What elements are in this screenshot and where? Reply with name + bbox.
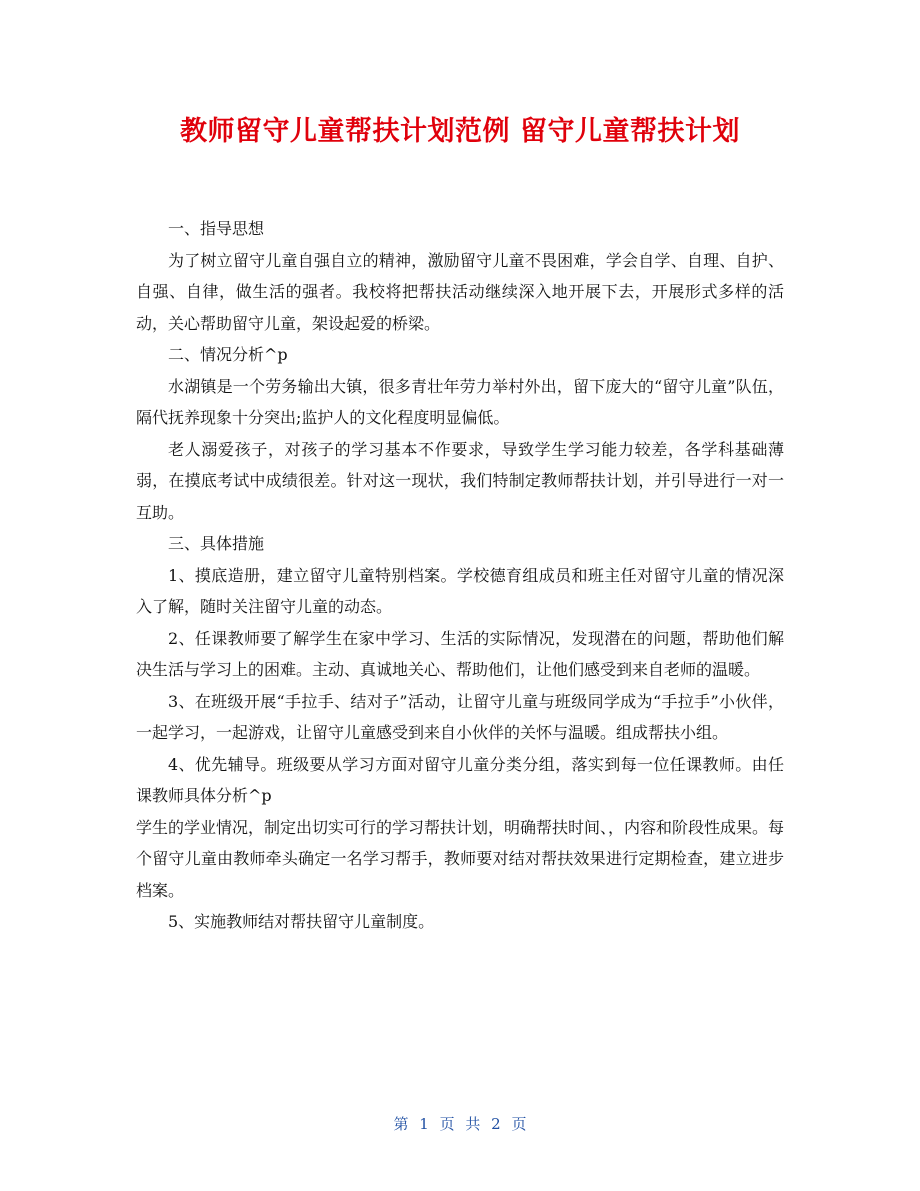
heading-guiding-ideology: 一、指导思想 xyxy=(168,219,265,238)
measure-4: 4、优先辅导。班级要从学习方面对留守儿童分类分组，落实到每一位任课教师。由任课教师具体分析^p xyxy=(136,754,784,805)
measure-3: 3、在班级开展“手拉手、结对子”活动，让留守儿童与班级同学成为“手拉手”小伙伴，一起学习，一起游戏，让留守儿童感受到来自小伙伴的关怀与温暖。组成帮扶小组。 xyxy=(136,691,784,742)
document-body xyxy=(136,213,784,938)
page-number-footer: 第 1 页 共 2 页 xyxy=(393,1115,527,1133)
paragraph-situation-2: 老人溺爱孩子，对孩子的学习基本不作要求，导致学生学习能力较差，各学科基础薄弱，在摸底考试中成绩很差。针对这一现状，我们特制定教师帮扶计划，并引导进行一对一互助。 xyxy=(136,439,784,522)
paragraph-situation-1: 水湖镇是一个劳务输出大镇，很多青壮年劳力举村外出，留下庞大的“留守儿童”队伍，隔代抚养现象十分突出;监护人的文化程度明显偏低。 xyxy=(136,376,784,427)
measure-4-continued: 学生的学业情况，制定出切实可行的学习帮扶计划，明确帮扶时间、，内容和阶段性成果。每个留守儿童由教师牵头确定一名学习帮手，教师要对结对帮扶效果进行定期检查，建立进步档案。 xyxy=(136,817,785,900)
heading-situation-analysis: 二、情况分析^p xyxy=(168,345,288,364)
heading-specific-measures: 三、具体措施 xyxy=(168,534,265,553)
measure-1: 1、摸底造册，建立留守儿童特别档案。学校德育组成员和班主任对留守儿童的情况深入了解，随时关注留守儿童的动态。 xyxy=(136,565,784,616)
measure-5: 5、实施教师结对帮扶留守儿童制度。 xyxy=(168,912,435,931)
paragraph-guiding-ideology: 为了树立留守儿童自强自立的精神，激励留守儿童不畏困难，学会自学、自理、自护、自强、自律，做生活的强者。我校将把帮扶活动继续深入地开展下去，开展形式多样的活动，关心帮助留守儿童，架设起爱的桥梁。 xyxy=(136,250,784,333)
document-title: 教师留守儿童帮扶计划范例 留守儿童帮扶计划 xyxy=(180,116,740,147)
measure-2: 2、任课教师要了解学生在家中学习、生活的实际情况，发现潜在的问题，帮助他们解决生活与学习上的困难。主动、真诚地关心、帮助他们，让他们感受到来自老师的温暖。 xyxy=(136,628,784,679)
